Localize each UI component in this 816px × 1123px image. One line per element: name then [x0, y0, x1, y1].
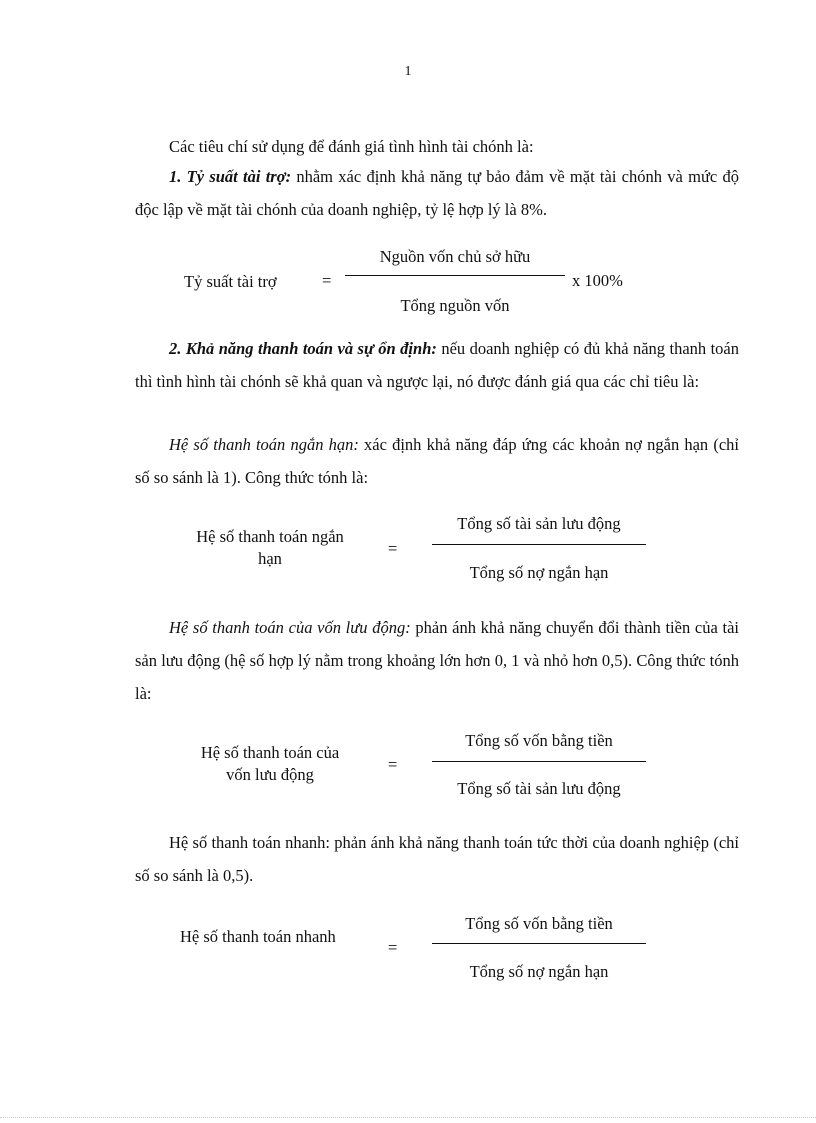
formula3-label-line1: Hệ số thanh toán của: [200, 743, 340, 762]
formula2-equals: =: [388, 539, 398, 558]
quick-ratio-text: Hệ số thanh toán nhanh: phản ánh khả năng thanh toán tức thời của doanh nghiệp (chỉ số so sánh là 0,5).: [135, 833, 739, 885]
formula2-fraction-bar: [432, 544, 646, 545]
formula4-denominator: Tổng số nợ ngắn hạn: [469, 962, 609, 981]
formula3-label: [175, 742, 365, 786]
short-term-term: Hệ số thanh toán ngắn hạn:: [169, 435, 359, 454]
formula1-denominator: Tổng nguồn vốn: [400, 296, 510, 315]
working-capital-term: Hệ số thanh toán của vốn lưu động:: [169, 618, 411, 637]
formula3-label-line2: vốn lưu động: [226, 765, 314, 784]
formula4-equals: =: [388, 938, 398, 957]
page-number: 1: [404, 64, 412, 79]
formula2-label-line1: Hệ số thanh toán ngắn: [196, 527, 344, 546]
intro-text: Các tiêu chí sử dụng để đánh giá tình hình tài chónh là:: [169, 137, 534, 156]
section1-text: nhằm xác định khả năng tự bảo đảm về mặt tài chónh và mức độ độc lập về mặt tài chónh của doanh nghiệp, tỷ lệ hợp lý là 8%.: [135, 167, 739, 219]
section2-heading: 2. Khả năng thanh toán và sự ổn định:: [169, 339, 437, 358]
short-term-text: xác định khả năng đáp ứng các khoản nợ ngắn hạn (chỉ số so sánh là 1). Công thức tónh là:: [135, 435, 739, 487]
formula4-label: Hệ số thanh toán nhanh: [180, 927, 336, 946]
section2-paragraph: [135, 332, 739, 398]
formula2-numerator: Tổng số tài sản lưu động: [457, 514, 621, 533]
working-capital-text: phản ánh khả năng chuyển đổi thành tiền của tài sản lưu động (hệ số hợp lý nằm trong khoảng lớn hơn 0, 1 và nhỏ hơn 0,5). Công thức tónh là:: [135, 618, 739, 703]
formula4-fraction-bar: [432, 943, 646, 944]
formula2-label-line2: hạn: [258, 549, 282, 568]
formula2-label: [175, 526, 365, 570]
formula1-numerator: Nguồn vốn chủ sở hữu: [379, 247, 531, 266]
intro-paragraph: [135, 130, 739, 163]
section1-heading: 1. Tỷ suất tài trợ:: [169, 167, 292, 186]
formula1-multiplier: x 100%: [572, 271, 623, 290]
working-capital-paragraph: [135, 611, 739, 710]
section1-paragraph: [135, 160, 739, 226]
section2-text: nếu doanh nghiệp có đủ khả năng thanh toán thì tình hình tài chónh sẽ khả quan và ngược lại, nó được đánh giá qua các chỉ tiêu là:: [135, 339, 740, 391]
formula1-label: Tỷ suất tài trợ: [184, 272, 277, 291]
formula3-equals: =: [388, 755, 398, 774]
page-bottom-border: [0, 1117, 816, 1118]
formula4-numerator: Tổng số vốn bằng tiền: [465, 914, 613, 933]
short-term-paragraph: [135, 428, 739, 494]
formula1-equals: =: [322, 271, 332, 290]
formula3-fraction-bar: [432, 761, 646, 762]
formula3-numerator: Tổng số vốn bằng tiền: [465, 731, 613, 750]
quick-ratio-paragraph: [135, 826, 739, 892]
formula1-fraction-bar: [345, 275, 565, 276]
formula3-denominator: Tổng số tài sản lưu động: [457, 779, 621, 798]
formula2-denominator: Tổng số nợ ngắn hạn: [469, 563, 609, 582]
